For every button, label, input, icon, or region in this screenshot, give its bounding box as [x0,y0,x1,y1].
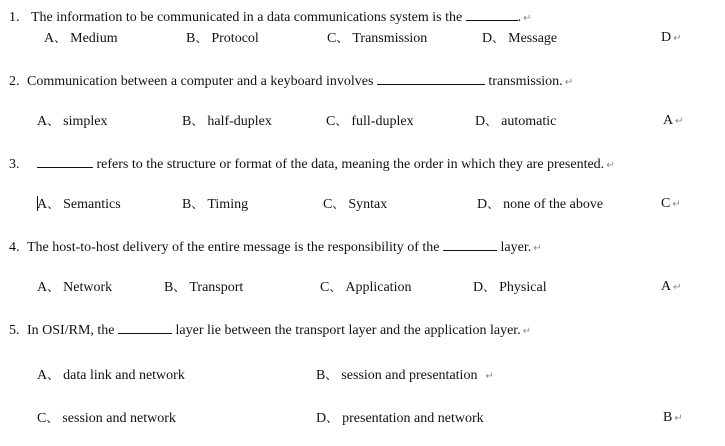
paragraph-mark-icon: ↵ [675,116,684,127]
paragraph-mark-icon: ↵ [533,243,542,254]
question-text: The host-to-host delivery of the entire message is the responsibility of the [27,240,440,255]
option-a: A、 data link and network [37,368,185,383]
question-text-end: transmission. [488,74,563,89]
question-text-end: layer. [500,240,532,255]
paragraph-mark-icon: ↵ [672,199,681,210]
answer-key-2: A ↵ [663,113,684,128]
paragraph-mark-icon: ↵ [606,160,615,171]
paragraph-mark-icon: ↵ [674,413,683,424]
paragraph-mark-icon: ↵ [673,33,682,44]
question-text: Communication between a computer and a keyboard involves [27,74,374,89]
option-b: B、 Timing [182,197,249,212]
option-a: A、 Semantics [37,197,121,212]
question-number: 1. [9,10,20,25]
option-b: B、 half-duplex [182,114,272,129]
answer-key-4: A ↵ [661,279,682,294]
question-1-stem [9,8,532,27]
option-d: D、 none of the above [477,197,604,212]
option-a: A、 Network [37,280,113,295]
answer-key-5: B ↵ [663,410,683,425]
option-b: B、 session and presentation ↵ [316,368,494,383]
option-d: D、 Physical [473,280,547,295]
question-number: 4. [9,240,20,255]
option-b: B、 Protocol [186,31,259,46]
question-text-end: layer lie between the transport layer and the application layer. [175,323,521,338]
option-d: D、 automatic [475,114,557,129]
question-2-stem [9,72,573,91]
question-3-stem [9,155,615,174]
option-a: A、 simplex [37,114,108,129]
option-d: D、 presentation and network [316,411,484,426]
paragraph-mark-icon: ↵ [522,326,532,337]
option-b: B、 Transport [164,280,244,295]
option-a: A、 Medium [44,31,118,46]
option-c: C、 session and network [37,411,176,426]
paragraph-mark-icon: ↵ [523,13,532,24]
question-number: 2. [9,74,20,89]
answer-blank [118,321,172,334]
answer-blank [37,155,93,168]
question-text-end: . [517,10,522,25]
question-text: The information to be communicated in a data communications system is the [31,10,463,25]
answer-key-3: C ↵ [661,196,681,211]
option-c: C、 Syntax [323,197,388,212]
option-c: C、 Transmission [327,31,428,46]
question-number: 5. [9,323,20,338]
question-number: 3. [9,157,20,172]
option-c: C、 full-duplex [326,114,414,129]
paragraph-mark-icon: ↵ [564,77,574,88]
question-5-stem [9,321,531,340]
answer-blank [377,72,485,85]
answer-blank [466,8,518,21]
question-4-stem [9,238,542,257]
paragraph-mark-icon: ↵ [673,282,682,293]
question-text: In OSI/RM, the [27,323,115,338]
paragraph-mark-icon: ↵ [485,371,494,382]
question-text-end: refers to the structure or format of the data, meaning the order in which they are presented. [96,157,605,172]
answer-blank [443,238,497,251]
option-c: C、 Application [320,280,412,295]
option-d: D、 Message [482,31,558,46]
answer-key-1: D ↵ [661,30,682,45]
